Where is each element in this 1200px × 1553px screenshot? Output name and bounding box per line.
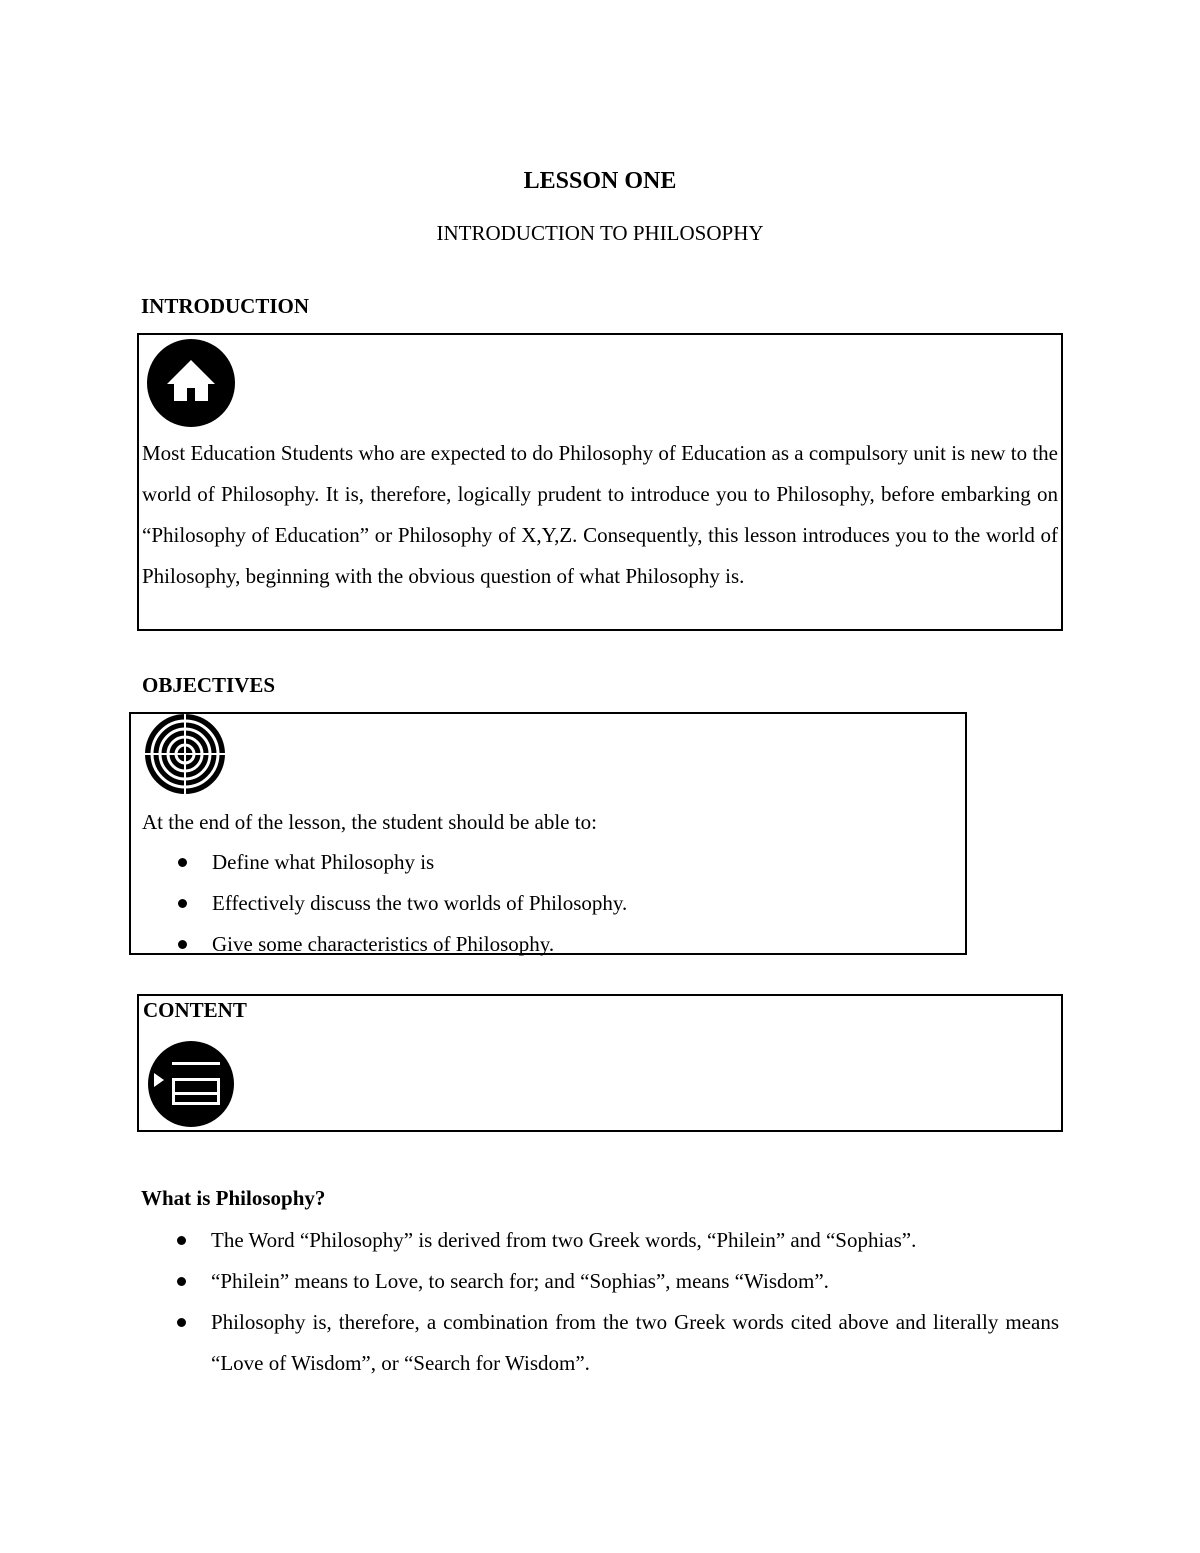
objectives-box: [129, 712, 967, 955]
introduction-text: Most Education Students who are expected to do Philosophy of Education as a compulsory unit is new to the world of Philosophy. It is, therefore, logically prudent to introduce you to Philosophy, before embarking on “Philosophy of Education” or Philosophy of X,Y,Z. Consequently, this lesson introduces you to the world of Philosophy, beginning with the obvious question of what Philosophy is.: [142, 441, 1058, 588]
bullet-icon: [177, 1236, 186, 1245]
list-item: [142, 924, 942, 965]
list-item-text: “Philein” means to Love, to search for; and “Sophias”, means “Wisdom”.: [211, 1269, 829, 1293]
content-heading: CONTENT: [143, 998, 247, 1022]
list-item-text: Philosophy is, therefore, a combination from the two Greek words cited above and literally means “Love of Wisdom”, or “Search for Wisdom”.: [211, 1310, 1059, 1375]
list-item-text: The Word “Philosophy” is derived from two Greek words, “Philein” and “Sophias”.: [211, 1228, 917, 1252]
objectives-heading: OBJECTIVES: [142, 673, 276, 697]
lesson-title: LESSON ONE: [523, 168, 677, 194]
bullet-icon: [178, 899, 187, 908]
introduction-heading: INTRODUCTION: [141, 294, 310, 318]
target-icon: [144, 714, 226, 794]
content-list-icon: [146, 1040, 236, 1128]
bullet-icon: [177, 1318, 186, 1327]
list-item-text: Define what Philosophy is: [212, 850, 435, 874]
home-icon: [146, 338, 236, 428]
bullet-icon: [178, 940, 187, 949]
list-item-text: Give some characteristics of Philosophy.: [212, 932, 555, 956]
list-item: [142, 842, 942, 883]
list-item: [141, 1261, 1059, 1302]
introduction-box: [137, 333, 1063, 631]
what-is-philosophy-list: [141, 1220, 1059, 1384]
bullet-icon: [178, 858, 187, 867]
list-item: [141, 1302, 1059, 1384]
what-is-philosophy-heading: What is Philosophy?: [141, 1186, 326, 1210]
content-box: [137, 994, 1063, 1132]
list-item-text: Effectively discuss the two worlds of Philosophy.: [212, 891, 628, 915]
objectives-list: [142, 842, 942, 965]
bullet-icon: [177, 1277, 186, 1286]
objectives-lead: At the end of the lesson, the student should be able to:: [142, 810, 597, 834]
list-item: [141, 1220, 1059, 1261]
list-item: [142, 883, 942, 924]
lesson-subtitle: INTRODUCTION TO PHILOSOPHY: [436, 221, 764, 245]
